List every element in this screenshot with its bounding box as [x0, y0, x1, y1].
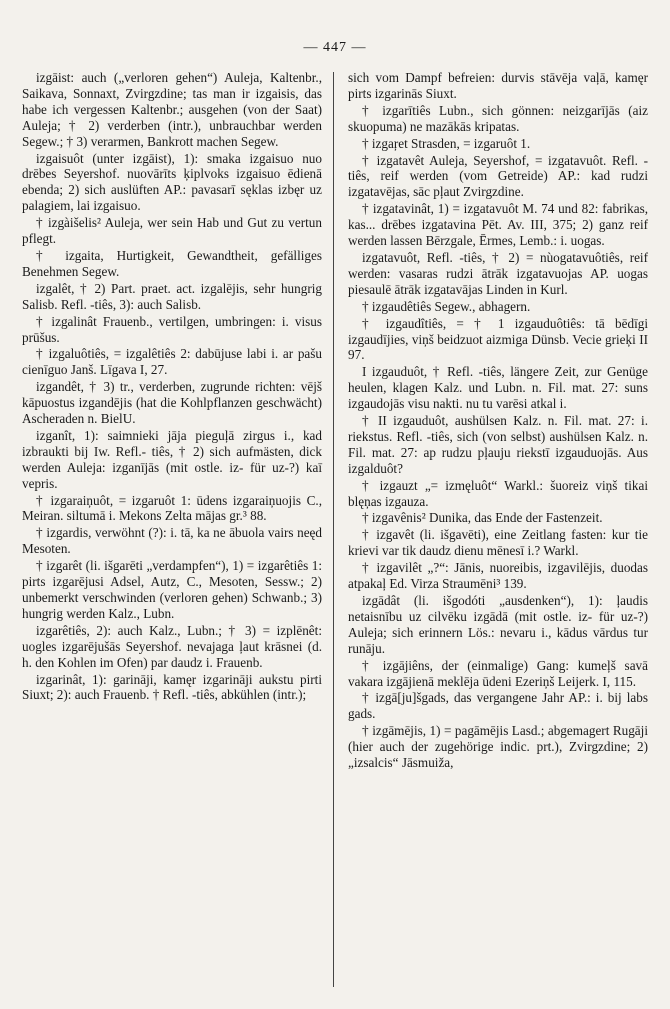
dictionary-entry: izgandêt, † 3) tr., verderben, zugrunde richten: vējš kāpuostus izgandējis (hat die Kohlpflanzen geschwächt) Ascheraden n. BielU.	[22, 379, 322, 427]
dictionary-entry: † izgā[ju]šgads, das vergangene Jahr AP.: i. bij labs gads.	[348, 690, 648, 722]
right-column	[348, 70, 648, 772]
dictionary-entry: † izgarêt (li. išgarēti „verdampfen“), 1) = izgarêtiês 1: pirts izgarējusi Adsel, Autz, C., Mesoten, Sessw.; 2) unbemerkt verschwinden (verloren gehen) Schwanb.; 3) hungrig werden Kalz., Lubn.	[22, 558, 322, 621]
dictionary-entry: † izgājiêns, der (einmalige) Gang: kumeļš savā vakara izgājienā meklēja ūdeni Ezeriņš Leijerk. I, 115.	[348, 657, 648, 689]
dictionary-entry: † izgaŗet Strasden, = izgaruôt 1.	[362, 135, 531, 151]
dictionary-entry: † izgavêt (li. išgavēti), eine Zeitlang fasten: kur tie krievi var tik daudz dienu mēnesī i.? Warkl.	[348, 527, 648, 559]
dictionary-entry: izgalêt, † 2) Part. praet. act. izgalējis, sehr hungrig Salisb. Refl. -tiês, 3): auch Salisb.	[22, 280, 322, 312]
page-number: — 447 —	[303, 40, 367, 55]
dictionary-entry: † izgardis, verwöhnt (?): i. tā, ka ne ābuola vairs neęd Mesoten.	[22, 525, 322, 557]
dictionary-entry: † izgauzt „= izmęluôt“ Warkl.: šuoreiz viņš tikai blęņas izgauza.	[348, 477, 648, 509]
column-divider	[333, 72, 334, 987]
dictionary-entry: † II izgauduôt, aushülsen Kalz. n. Fil. mat. 27: i. riekstus. Refl. -tiês, sich (von selbst) aushülsen Kalz. n. Fil. mat. 27: ap rudzu pļauju riekstī izgauduojās. Aus izgalduôt?	[348, 413, 648, 476]
left-column	[22, 70, 322, 704]
dictionary-entry: † izgatavêt Auleja, Seyershof, = izgatavuôt. Refl. -tiês, reif werden (vom Getreide) AP.: kad rudzi izgatavējas, sāc pļaut Zvirgzdine.	[348, 152, 648, 200]
dictionary-entry: † izgatavinât, 1) = izgatavuôt M. 74 und 82: fabrikas, kas... drēbes izgatavina Pēt. Av. III, 375; 2) ganz reif werden lassen Bērzgale, Ērmes, Lemb.: i. uogas.	[348, 201, 648, 249]
dictionary-entry: izgādât (li. išgodóti „ausdenken“), 1): ļaudis netaisnību uz cilvēku izgādā (mit ostle. iz- für uz-?) Auleja; sich erinnern Lös.: nevaru i., kādus vārdus tur runāju.	[348, 593, 648, 656]
dictionary-entry: † izgavilêt „?“: Jānis, nuoreibis, izgavilējis, duodas atpakaļ Ed. Virza Straumēni³ 139.	[348, 560, 648, 592]
dictionary-entry: † izgaluôtiês, = izgalêtiês 2: dabūjuse labi i. ar pašu cienīguo Janš. Līgava I, 27.	[22, 346, 322, 378]
dictionary-entry: izgāist: auch („verloren gehen“) Auleja, Kaltenbr., Saikava, Sonnaxt, Zvirgzdine; tas man ir izgaisis, das habe ich vergessen Kaltenbr.; ausgehen (von der Saat) Auleja; † 2) verderben (intr.), unbrauchbar werden Segew.; † 3) verarmen, Bankrott machen Segew.	[22, 70, 322, 149]
dictionary-entry: izgarinât, 1): garināji, kamęr izgarināji aukstu pirti Siuxt; 2): auch Frauenb. † Refl. -tiês, abkühlen (intr.);	[22, 671, 322, 703]
dictionary-entry: † izgaraiņuôt, = izgaruôt 1: ūdens izgaraiņuojis C., Meiran. siltumā i. Mekons Zelta mājas gr.³ 88.	[22, 492, 322, 524]
dictionary-entry: † izgavênis² Dunika, das Ende der Fastenzeit.	[362, 510, 603, 526]
dictionary-entry: izgatavuôt, Refl. -tiês, † 2) = nùogatavuôtiês, reif werden: vasaras rudzi ātrāk izgatavuojas AP. uogas piesaulē ātrāk izgatavājas Linden in Kurl.	[348, 249, 648, 297]
dictionary-entry: izganît, 1): saimnieki jāja pieguļā zirgus i., kad izbraukti bij Iw. Refl.- tiês, † 2) sich aufmästen, dick werden Auleja: izganījās (mit ostle. iz- für uz-?) kaī vepris.	[22, 427, 322, 491]
dictionary-entry: † izgaita, Hurtigkeit, Gewandtheit, gefälliges Benehmen Segew.	[22, 247, 322, 279]
dictionary-entry: sich vom Dampf befreien: durvis stāvēja vaļā, kamęr pirts izgarinās Siuxt.	[348, 70, 648, 101]
dictionary-entry: † izgāmējis, 1) = pagāmējis Lasd.; abgemagert Rugāji (hier auch der zugehörige indic. prt.), Zvirgzdine; 2) „izsalcis“ Jāsmuiža,	[348, 723, 648, 771]
dictionary-entry: izgarêtiês, 2): auch Kalz., Lubn.; † 3) = izplēnêt: uogles izgarējušās Seyershof. nevajaga ļaut krāsnei (d. h. den Kohlen im Ofen) par daudz i. Frauenb.	[22, 622, 322, 670]
dictionary-entry: I izgauduôt, † Refl. -tiês, längere Zeit, zur Genüge heulen, klagen Kalz. und Lubn. n. Fil. mat. 27: suns izgaudojās visu nakti. nu tu varēsi atkal i.	[348, 364, 648, 412]
dictionary-entry: izgaisuôt (unter izgāist), 1): smaka izgaisuo nuo drēbes Seyershof. nuovārīts ķiplvoks izgaisuo ēdienā ebenda; 2) sich auslüften AP.: pavasarī sęklas izbęr uz palagiem, lai izgaisuo.	[22, 150, 322, 214]
dictionary-entry: † izgarītiês Lubn., sich gönnen: neizgarījās (aiz skuopuma) ne mazākās kripatas.	[348, 102, 648, 134]
dictionary-entry: † izgalinât Frauenb., vertilgen, umbringen: i. visus prūšus.	[22, 313, 322, 345]
dictionary-entry: † izgaudêtiês Segew., abhagern.	[362, 298, 531, 314]
dictionary-entry: † izgàišelis² Auleja, wer sein Hab und Gut zu vertun pflegt.	[22, 215, 322, 247]
dictionary-entry: † izgaudîtiês, = † 1 izgauduôtiês: tā bēdīgi izgaudījies, viņš beidzuot aizmiga Dünsb. Vecie grieķi II 97.	[348, 315, 648, 363]
